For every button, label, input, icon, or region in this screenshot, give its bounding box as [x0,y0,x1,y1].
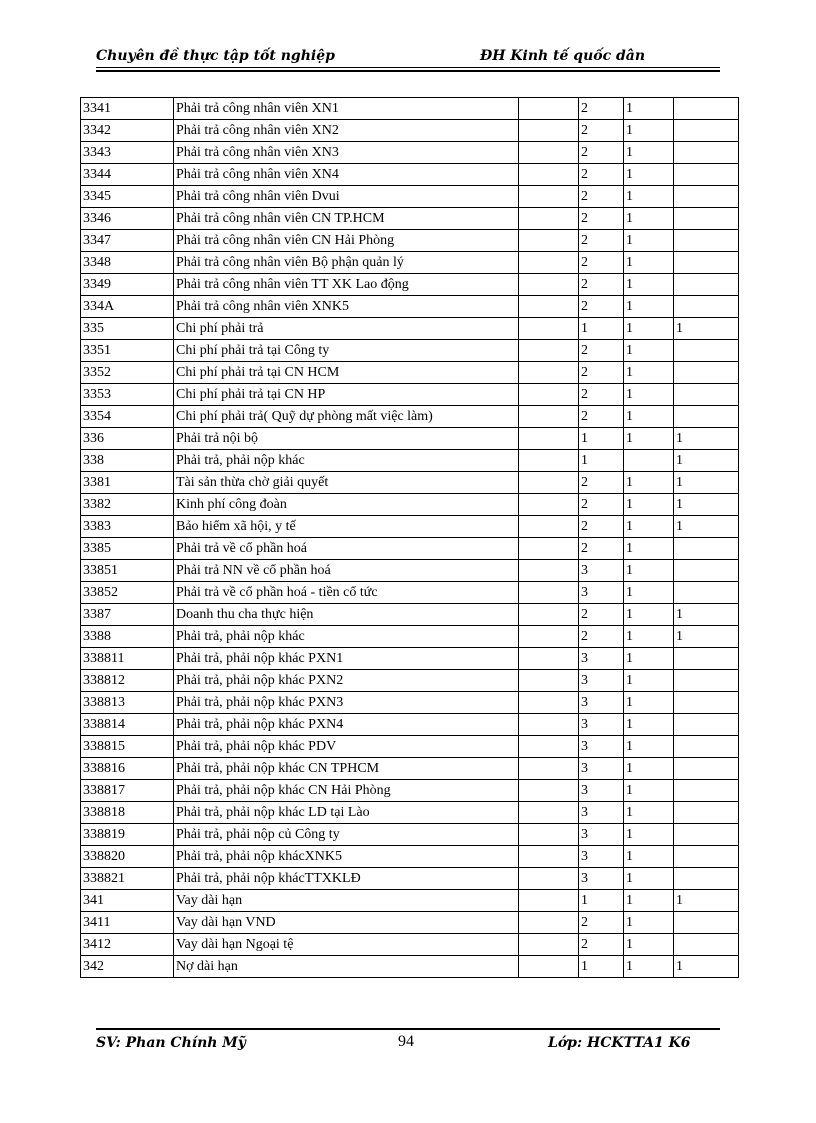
cell-blank [519,296,579,318]
cell-account-name: Chi phí phải trả tại CN HCM [174,362,519,384]
cell-flag-b [674,186,739,208]
cell-account-code: 3388 [81,626,174,648]
table-row [81,736,739,758]
table-row [81,450,739,472]
cell-flag-a: 1 [624,516,674,538]
cell-level: 3 [579,824,624,846]
cell-flag-a: 1 [624,186,674,208]
cell-blank [519,846,579,868]
cell-level: 3 [579,802,624,824]
cell-account-code: 3342 [81,120,174,142]
cell-flag-a: 1 [624,714,674,736]
table-row [81,142,739,164]
cell-account-code: 3412 [81,934,174,956]
cell-account-code: 341 [81,890,174,912]
cell-account-name: Phải trả, phải nộp khác PXN3 [174,692,519,714]
cell-account-name: Phải trả, phải nộp khác PDV [174,736,519,758]
cell-flag-b: 1 [674,450,739,472]
cell-flag-b: 1 [674,626,739,648]
cell-account-code: 3381 [81,472,174,494]
cell-account-name: Nợ dài hạn [174,956,519,978]
cell-flag-a: 1 [624,384,674,406]
cell-account-code: 3411 [81,912,174,934]
table-row [81,384,739,406]
cell-flag-b [674,340,739,362]
table-row [81,274,739,296]
cell-flag-a: 1 [624,318,674,340]
cell-flag-b [674,120,739,142]
cell-account-name: Phải trả công nhân viên CN TP.HCM [174,208,519,230]
table-row [81,868,739,890]
table-row [81,340,739,362]
cell-level: 2 [579,934,624,956]
cell-level: 2 [579,296,624,318]
cell-flag-b [674,384,739,406]
cell-flag-a: 1 [624,648,674,670]
cell-account-code: 3346 [81,208,174,230]
cell-blank [519,340,579,362]
cell-flag-b [674,274,739,296]
cell-level: 2 [579,142,624,164]
table-row [81,230,739,252]
cell-account-name: Phải trả, phải nộp khác PXN4 [174,714,519,736]
table-row [81,472,739,494]
cell-account-code: 3382 [81,494,174,516]
cell-level: 2 [579,516,624,538]
cell-account-name: Phải trả nội bộ [174,428,519,450]
cell-account-code: 334A [81,296,174,318]
table-row [81,934,739,956]
cell-flag-a: 1 [624,780,674,802]
cell-flag-a: 1 [624,538,674,560]
cell-flag-a: 1 [624,274,674,296]
cell-flag-b [674,362,739,384]
cell-account-code: 3387 [81,604,174,626]
cell-account-code: 338816 [81,758,174,780]
cell-blank [519,494,579,516]
cell-flag-b [674,582,739,604]
table-row [81,670,739,692]
cell-account-name: Phải trả, phải nộp củ Công ty [174,824,519,846]
cell-flag-b: 1 [674,516,739,538]
cell-flag-a: 1 [624,296,674,318]
cell-blank [519,274,579,296]
table-row [81,912,739,934]
cell-flag-a: 1 [624,890,674,912]
cell-flag-b [674,758,739,780]
cell-flag-a: 1 [624,670,674,692]
cell-flag-a: 1 [624,846,674,868]
table-row [81,890,739,912]
cell-level: 2 [579,626,624,648]
cell-flag-b [674,824,739,846]
cell-flag-a: 1 [624,758,674,780]
cell-flag-a: 1 [624,406,674,428]
cell-level: 2 [579,406,624,428]
cell-account-name: Vay dài hạn Ngoại tệ [174,934,519,956]
cell-account-name: Phải trả công nhân viên TT XK Lao động [174,274,519,296]
cell-level: 3 [579,670,624,692]
cell-flag-b [674,868,739,890]
cell-blank [519,648,579,670]
cell-flag-b: 1 [674,890,739,912]
cell-level: 2 [579,538,624,560]
cell-level: 2 [579,494,624,516]
cell-flag-a: 1 [624,824,674,846]
cell-flag-b: 1 [674,604,739,626]
header-rule [96,67,720,68]
table-row [81,98,739,120]
cell-account-name: Vay dài hạn VND [174,912,519,934]
cell-account-code: 3344 [81,164,174,186]
cell-flag-a: 1 [624,692,674,714]
cell-account-name: Chi phí phải trả( Quỹ dự phòng mất việc làm) [174,406,519,428]
cell-account-code: 3351 [81,340,174,362]
cell-level: 3 [579,582,624,604]
footer-student-name: SV: Phan Chính Mỹ [96,1035,246,1051]
header-rule-thick [96,70,720,72]
cell-level: 2 [579,362,624,384]
cell-flag-a: 1 [624,912,674,934]
cell-account-name: Phải trả công nhân viên XN1 [174,98,519,120]
cell-account-name: Chi phí phải trả [174,318,519,340]
cell-level: 3 [579,780,624,802]
cell-account-code: 338818 [81,802,174,824]
cell-flag-a: 1 [624,340,674,362]
cell-flag-b: 1 [674,494,739,516]
table-row [81,494,739,516]
table-row [81,406,739,428]
cell-account-code: 3385 [81,538,174,560]
cell-blank [519,868,579,890]
table-row [81,956,739,978]
cell-flag-b [674,846,739,868]
cell-blank [519,450,579,472]
table-row [81,824,739,846]
cell-level: 3 [579,560,624,582]
cell-blank [519,98,579,120]
cell-flag-b [674,692,739,714]
cell-flag-a [624,450,674,472]
cell-blank [519,318,579,340]
cell-account-code: 3349 [81,274,174,296]
cell-flag-a: 1 [624,142,674,164]
page-header [96,46,720,66]
cell-level: 1 [579,890,624,912]
cell-level: 2 [579,120,624,142]
cell-flag-a: 1 [624,164,674,186]
cell-flag-a: 1 [624,802,674,824]
cell-blank [519,164,579,186]
cell-level: 1 [579,450,624,472]
cell-level: 3 [579,846,624,868]
cell-account-name: Phải trả công nhân viên XN2 [174,120,519,142]
cell-blank [519,252,579,274]
cell-blank [519,384,579,406]
cell-flag-a: 1 [624,230,674,252]
cell-account-name: Phải trả, phải nộp khácXNK5 [174,846,519,868]
table-row [81,252,739,274]
cell-account-code: 3343 [81,142,174,164]
cell-account-code: 338820 [81,846,174,868]
cell-level: 2 [579,98,624,120]
cell-account-code: 338817 [81,780,174,802]
header-right-text: ĐH Kinh tế quốc dân [480,48,646,64]
cell-flag-a: 1 [624,362,674,384]
cell-account-code: 335 [81,318,174,340]
cell-blank [519,890,579,912]
cell-account-code: 33852 [81,582,174,604]
cell-account-code: 3354 [81,406,174,428]
cell-flag-b: 1 [674,428,739,450]
cell-level: 2 [579,912,624,934]
cell-account-code: 338812 [81,670,174,692]
cell-account-code: 3345 [81,186,174,208]
cell-flag-a: 1 [624,494,674,516]
cell-flag-b [674,164,739,186]
table-row [81,802,739,824]
cell-account-name: Phải trả công nhân viên CN Hải Phòng [174,230,519,252]
cell-level: 3 [579,868,624,890]
header-left-text: Chuyên đề thực tập tốt nghiệp [96,48,335,64]
cell-flag-b [674,736,739,758]
cell-flag-a: 1 [624,208,674,230]
cell-account-name: Chi phí phải trả tại CN HP [174,384,519,406]
cell-level: 3 [579,758,624,780]
cell-account-name: Phải trả công nhân viên XN4 [174,164,519,186]
table-row [81,714,739,736]
cell-account-code: 338821 [81,868,174,890]
cell-blank [519,230,579,252]
table-row [81,208,739,230]
cell-level: 2 [579,340,624,362]
table-row [81,516,739,538]
cell-flag-b [674,648,739,670]
cell-flag-b [674,142,739,164]
cell-account-code: 3383 [81,516,174,538]
cell-level: 3 [579,692,624,714]
cell-flag-a: 1 [624,956,674,978]
cell-blank [519,802,579,824]
cell-flag-a: 1 [624,736,674,758]
cell-blank [519,516,579,538]
cell-level: 3 [579,648,624,670]
cell-level: 1 [579,956,624,978]
table-row [81,582,739,604]
cell-blank [519,428,579,450]
cell-account-name: Phải trả, phải nộp khác LD tại Lào [174,802,519,824]
cell-account-code: 342 [81,956,174,978]
cell-flag-a: 1 [624,582,674,604]
table-row [81,780,739,802]
table-row [81,846,739,868]
accounts-table [80,97,739,978]
cell-account-code: 3352 [81,362,174,384]
cell-account-name: Bảo hiểm xã hội, y tế [174,516,519,538]
cell-flag-a: 1 [624,626,674,648]
cell-level: 2 [579,274,624,296]
cell-account-name: Vay dài hạn [174,890,519,912]
cell-level: 2 [579,186,624,208]
cell-account-name: Phải trả về cổ phần hoá [174,538,519,560]
cell-flag-a: 1 [624,934,674,956]
cell-level: 2 [579,164,624,186]
cell-flag-b [674,912,739,934]
cell-account-code: 338815 [81,736,174,758]
cell-flag-b [674,230,739,252]
cell-flag-b [674,802,739,824]
cell-account-name: Phải trả công nhân viên XNK5 [174,296,519,318]
cell-flag-b [674,406,739,428]
cell-flag-b [674,208,739,230]
table-row [81,428,739,450]
cell-flag-a: 1 [624,604,674,626]
cell-flag-b [674,780,739,802]
cell-blank [519,934,579,956]
cell-blank [519,120,579,142]
cell-level: 2 [579,604,624,626]
cell-account-name: Phải trả công nhân viên Dvui [174,186,519,208]
table-row [81,560,739,582]
cell-flag-b [674,560,739,582]
cell-account-name: Phải trả, phải nộp khác PXN2 [174,670,519,692]
cell-flag-a: 1 [624,472,674,494]
table-row [81,362,739,384]
cell-account-name: Phải trả công nhân viên XN3 [174,142,519,164]
cell-account-name: Phải trả, phải nộp khác [174,450,519,472]
table-row [81,626,739,648]
cell-flag-b: 1 [674,472,739,494]
cell-blank [519,604,579,626]
cell-account-name: Phải trả, phải nộp khác PXN1 [174,648,519,670]
table-row [81,692,739,714]
cell-level: 1 [579,318,624,340]
table-row [81,164,739,186]
cell-flag-b: 1 [674,318,739,340]
cell-blank [519,912,579,934]
cell-account-name: Phải trả, phải nộp khácTTXKLĐ [174,868,519,890]
cell-account-name: Tài sản thừa chờ giải quyết [174,472,519,494]
cell-flag-b [674,670,739,692]
cell-level: 1 [579,428,624,450]
table-row [81,120,739,142]
cell-level: 3 [579,736,624,758]
cell-account-code: 338813 [81,692,174,714]
cell-level: 2 [579,252,624,274]
cell-flag-b [674,538,739,560]
cell-account-code: 3341 [81,98,174,120]
table-row [81,604,739,626]
cell-account-code: 338814 [81,714,174,736]
cell-blank [519,714,579,736]
cell-blank [519,780,579,802]
cell-account-code: 338 [81,450,174,472]
table-row [81,296,739,318]
footer-rule [96,1028,720,1030]
cell-account-code: 3353 [81,384,174,406]
cell-blank [519,956,579,978]
cell-flag-b [674,296,739,318]
cell-blank [519,758,579,780]
cell-account-name: Chi phí phải trả tại Công ty [174,340,519,362]
cell-flag-a: 1 [624,120,674,142]
cell-blank [519,824,579,846]
cell-account-code: 336 [81,428,174,450]
cell-account-name: Phải trả NN về cổ phần hoá [174,560,519,582]
footer-class-name: Lớp: HCKTTA1 K6 [548,1035,691,1051]
cell-blank [519,208,579,230]
table-row [81,186,739,208]
cell-account-code: 33851 [81,560,174,582]
cell-blank [519,142,579,164]
cell-account-name: Doanh thu cha thực hiện [174,604,519,626]
cell-flag-b: 1 [674,956,739,978]
cell-blank [519,362,579,384]
cell-flag-a: 1 [624,868,674,890]
accounts-table-body [81,98,739,978]
table-row [81,538,739,560]
cell-account-code: 338819 [81,824,174,846]
table-row [81,758,739,780]
cell-blank [519,406,579,428]
page-number: 94 [398,1033,414,1050]
cell-account-name: Phải trả công nhân viên Bộ phận quản lý [174,252,519,274]
cell-flag-a: 1 [624,428,674,450]
cell-account-name: Phải trả, phải nộp khác CN Hải Phòng [174,780,519,802]
cell-account-name: Phải trả, phải nộp khác [174,626,519,648]
cell-level: 3 [579,714,624,736]
cell-flag-b [674,252,739,274]
cell-level: 2 [579,472,624,494]
table-row [81,648,739,670]
cell-blank [519,736,579,758]
cell-blank [519,186,579,208]
cell-flag-b [674,98,739,120]
cell-blank [519,692,579,714]
cell-account-name: Kinh phí công đoàn [174,494,519,516]
cell-account-code: 338811 [81,648,174,670]
cell-flag-b [674,934,739,956]
cell-blank [519,670,579,692]
cell-blank [519,560,579,582]
cell-blank [519,538,579,560]
cell-account-name: Phải trả, phải nộp khác CN TPHCM [174,758,519,780]
cell-flag-b [674,714,739,736]
cell-flag-a: 1 [624,560,674,582]
cell-blank [519,626,579,648]
cell-level: 2 [579,208,624,230]
table-row [81,318,739,340]
cell-level: 2 [579,230,624,252]
cell-account-name: Phải trả về cổ phần hoá - tiền cổ tức [174,582,519,604]
accounts-table-container [80,97,736,978]
cell-level: 2 [579,384,624,406]
cell-blank [519,582,579,604]
page-footer [96,1033,720,1053]
cell-blank [519,472,579,494]
cell-flag-a: 1 [624,252,674,274]
cell-account-code: 3347 [81,230,174,252]
cell-account-code: 3348 [81,252,174,274]
cell-flag-a: 1 [624,98,674,120]
